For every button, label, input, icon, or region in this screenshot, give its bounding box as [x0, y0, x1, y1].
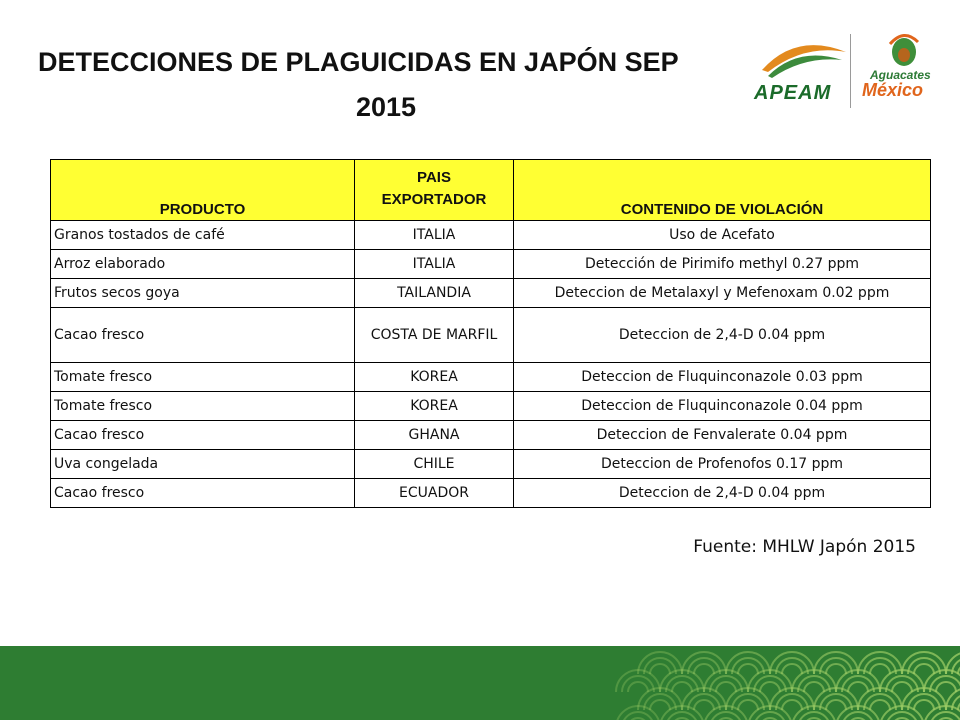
- footer-wave-band: [0, 646, 960, 720]
- cell-contenido: Deteccion de Fenvalerate 0.04 ppm: [514, 421, 931, 450]
- table-row: [51, 250, 931, 279]
- pesticide-detections-table: [50, 159, 931, 508]
- table-row: [51, 479, 931, 508]
- apeam-logo-text: APEAM: [754, 82, 832, 104]
- table-header-row: [51, 160, 931, 221]
- cell-contenido: Detección de Pirimifo methyl 0.27 ppm: [514, 250, 931, 279]
- cell-contenido: Deteccion de Fluquinconazole 0.04 ppm: [514, 392, 931, 421]
- source-note: Fuente: MHLW Japón 2015: [693, 537, 916, 557]
- cell-pais: CHILE: [355, 450, 514, 479]
- cell-producto: Cacao fresco: [51, 479, 355, 508]
- slide-title-line-1: DETECCIONES DE PLAGUICIDAS EN JAPÓN SEP: [38, 47, 679, 77]
- cell-contenido: Uso de Acefato: [514, 221, 931, 250]
- cell-producto: Frutos secos goya: [51, 279, 355, 308]
- cell-producto: Uva congelada: [51, 450, 355, 479]
- table-row: [51, 450, 931, 479]
- cell-producto: Cacao fresco: [51, 308, 355, 363]
- header-pais-line-2: EXPORTADOR: [381, 191, 487, 208]
- apeam-logo-icon: [754, 26, 854, 86]
- cell-pais: ECUADOR: [355, 479, 514, 508]
- slide-title: [30, 40, 750, 130]
- header-pais-exportador: [355, 160, 514, 221]
- cell-producto: Granos tostados de café: [51, 221, 355, 250]
- cell-pais: ITALIA: [355, 250, 514, 279]
- cell-producto: Cacao fresco: [51, 421, 355, 450]
- table-row: [51, 392, 931, 421]
- cell-pais: COSTA DE MARFIL: [355, 308, 514, 363]
- cell-contenido: Deteccion de Metalaxyl y Mefenoxam 0.02 ppm: [514, 279, 931, 308]
- table-row: [51, 308, 931, 363]
- cell-contenido: Deteccion de 2,4-D 0.04 ppm: [514, 479, 931, 508]
- aguacates-logo-text: Aguacates: [870, 68, 931, 82]
- header-producto: PRODUCTO: [51, 160, 355, 221]
- table-row: [51, 421, 931, 450]
- cell-producto: Tomate fresco: [51, 392, 355, 421]
- cell-pais: KOREA: [355, 392, 514, 421]
- cell-contenido: Deteccion de 2,4-D 0.04 ppm: [514, 308, 931, 363]
- header-pais-line-1: PAIS: [417, 169, 451, 186]
- header-contenido: CONTENIDO DE VIOLACIÓN: [514, 160, 931, 221]
- mexico-logo-text: México: [862, 80, 924, 100]
- cell-producto: Arroz elaborado: [51, 250, 355, 279]
- cell-pais: GHANA: [355, 421, 514, 450]
- logos: [748, 26, 938, 116]
- cell-pais: ITALIA: [355, 221, 514, 250]
- cell-pais: TAILANDIA: [355, 279, 514, 308]
- table-row: [51, 221, 931, 250]
- avocado-logo-icon: [884, 30, 924, 68]
- logo-divider: [850, 34, 851, 108]
- cell-producto: Tomate fresco: [51, 363, 355, 392]
- cell-contenido: Deteccion de Profenofos 0.17 ppm: [514, 450, 931, 479]
- table-row: [51, 363, 931, 392]
- table-row: [51, 279, 931, 308]
- cell-contenido: Deteccion de Fluquinconazole 0.03 ppm: [514, 363, 931, 392]
- cell-pais: KOREA: [355, 363, 514, 392]
- slide-title-line-2: 2015: [356, 92, 417, 122]
